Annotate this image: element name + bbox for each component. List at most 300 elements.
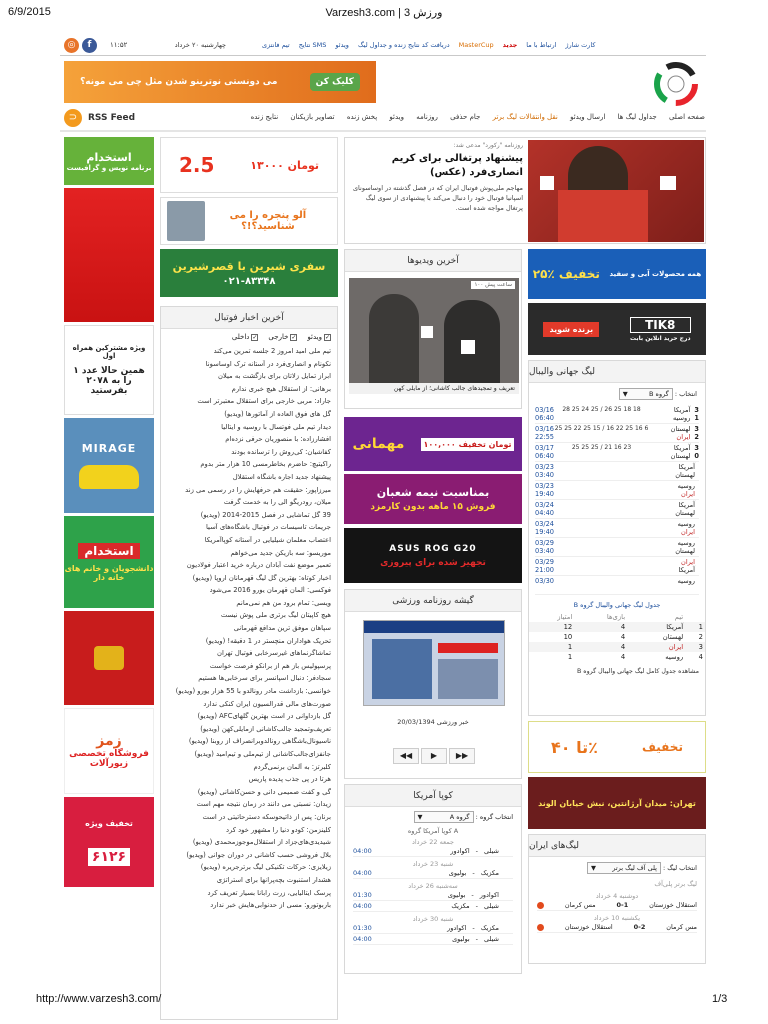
away-team bbox=[649, 585, 699, 593]
topbar-video[interactable]: ویدئو bbox=[335, 41, 349, 49]
fixture-time: 04:00 bbox=[353, 935, 372, 943]
home-team-name: آمریکا bbox=[673, 406, 691, 414]
news-item[interactable]: افشارزاده: با منصوریان حرفی نزده‌ام bbox=[225, 435, 331, 444]
topbar-contact[interactable]: ارتباط با ما bbox=[526, 41, 557, 49]
ad-forty-sub: تخفیف bbox=[641, 740, 683, 754]
news-item[interactable]: کلبرتز: به آلمان برنمی‌گردم bbox=[253, 762, 331, 771]
news-item[interactable]: باربوتورو: مسی از حدنوابی‌هایش خبر ندارد bbox=[210, 901, 331, 910]
nav-player-photos[interactable]: تصاویر بازیکنان bbox=[290, 113, 335, 121]
vs-separator: - bbox=[475, 935, 479, 943]
fixture-day: شنبه 23 خرداد bbox=[412, 860, 454, 868]
news-item[interactable]: نکونام و انصاری‌فرد در آستانه ترک اوساسونا bbox=[205, 359, 331, 368]
latest-videos-panel bbox=[344, 249, 522, 409]
news-item[interactable]: کفاشیان: کی‌روش را ترسانده بودند bbox=[231, 447, 331, 456]
iran-league-select[interactable]: پلی آف لیگ برتر ▼ bbox=[587, 862, 661, 874]
filter-domestic[interactable]: ✓داخلی bbox=[231, 333, 258, 341]
cell-rank: 3 bbox=[698, 643, 703, 651]
news-item[interactable]: پیشنهاد جدید اجاره باشگاه استقلال bbox=[232, 472, 331, 481]
fixture-row[interactable] bbox=[537, 900, 697, 911]
home-score: 3 bbox=[694, 425, 699, 433]
fixture-day: شنبه 30 خرداد bbox=[412, 915, 454, 923]
match-row[interactable] bbox=[535, 481, 699, 500]
match-time: 06:40 bbox=[535, 414, 555, 422]
site-logo[interactable] bbox=[654, 62, 698, 106]
fixture-day: یکشنبه 10 خرداد bbox=[593, 914, 641, 922]
iran-fixtures bbox=[529, 892, 705, 933]
cell-team: آمریکا bbox=[666, 623, 684, 631]
ad-package-size: 2.5 bbox=[178, 153, 215, 177]
home-team-name: استقلال خوزستان bbox=[649, 901, 697, 909]
topbar-mastercup[interactable]: MasterCup bbox=[458, 41, 494, 49]
topbar-charge[interactable]: کارت شارژ bbox=[565, 41, 596, 49]
fixture-teams bbox=[448, 891, 499, 899]
filter-video[interactable]: ✓ویدئو bbox=[307, 333, 330, 341]
away-team bbox=[649, 509, 699, 517]
print-url: http://www.varzesh3.com/ bbox=[36, 993, 162, 1005]
ad-alu-text: آلو پنجره را می شناسید؟!؟ bbox=[229, 210, 307, 232]
match-date: 03/17 bbox=[535, 444, 555, 452]
match-row[interactable] bbox=[535, 519, 699, 538]
news-filters bbox=[161, 329, 337, 345]
match-teams bbox=[649, 577, 699, 593]
featured-headline[interactable]: پیشنهاد پرتغالی برای کریم انصاری‌فرد (عکس) bbox=[391, 153, 523, 178]
cell-rank: 1 bbox=[698, 623, 703, 631]
nav-video[interactable]: ویدئو bbox=[389, 113, 404, 121]
nav-divider bbox=[60, 130, 706, 132]
away-score: 2 bbox=[694, 433, 699, 441]
ad-asus-sub: تجهیز شده برای پیروزی bbox=[380, 557, 486, 568]
chevron-down-icon: ▼ bbox=[622, 390, 628, 398]
featured-summary: مهاجم ملی‌پوش فوتبال ایران که در فصل گذشته در اوساسونای اسپانیا فوتبال خود را دنبال می‌کند با پیشنهادی از سوی لیگ پرتغال مواجه شده است. bbox=[352, 184, 523, 212]
news-item[interactable]: پرسک ایتالیایی، زرت رابانا بسیار تعریف کرد bbox=[207, 888, 331, 897]
video-age-badge: ۱۰۰ ساعت پیش bbox=[471, 281, 515, 289]
table-row bbox=[529, 652, 705, 662]
ad-mehmani[interactable] bbox=[344, 417, 522, 471]
home-team bbox=[649, 520, 699, 528]
news-item[interactable]: میلان، رودریگو الی را به خدمت گرفت bbox=[223, 498, 331, 507]
home-team bbox=[649, 444, 699, 452]
fixture-day: سه‌شنبه 26 خرداد bbox=[408, 882, 458, 890]
volleyball-group-select[interactable]: گروه B ▼ bbox=[619, 388, 673, 400]
home-team-name: مکزیک bbox=[480, 924, 499, 932]
news-item[interactable]: سجاد‌فر: دنبال اسپانسر برای سرخابی‌ها هستیم bbox=[198, 674, 331, 683]
rss-icon: ⊃ bbox=[64, 109, 82, 127]
ad-shaban-title: بمناسبت نیمه شعبان bbox=[376, 486, 490, 499]
cell-pts: 12 bbox=[563, 623, 573, 631]
checkbox-icon: ✓ bbox=[252, 333, 258, 341]
match-time: 03:40 bbox=[535, 547, 555, 555]
match-time: 22:55 bbox=[535, 433, 555, 441]
match-datetime bbox=[535, 482, 554, 498]
next-icon[interactable]: ▶▶ bbox=[449, 748, 475, 764]
ad-hiring-programmer[interactable] bbox=[64, 137, 154, 185]
home-team-name: روسیه bbox=[677, 577, 695, 585]
ad-shaban[interactable] bbox=[344, 474, 522, 524]
ad-blue-white[interactable] bbox=[528, 249, 706, 299]
ad-hiring-title: استخدام bbox=[86, 150, 132, 164]
featured-photo[interactable] bbox=[528, 140, 704, 242]
ad-qasr-phone: ۰۲۱-۸۳۳۴۸ bbox=[222, 275, 276, 287]
cell-pts: 10 bbox=[563, 633, 573, 641]
top-ad-text: می دونستی نوترینو شدن مثل چی می مونه؟ bbox=[80, 77, 278, 87]
newspaper-caption: خبر ورزشی 20/03/1394 bbox=[397, 718, 469, 726]
home-team-name: اکوادور bbox=[479, 891, 499, 899]
match-sets: 25 25 22 25 15 / 16 22 25 16 6 bbox=[554, 425, 649, 432]
volleyball-table-title: جدول لیگ جهانی والیبال گروه B bbox=[573, 601, 661, 609]
home-score: 3 bbox=[694, 444, 699, 452]
ad-internet-package[interactable] bbox=[160, 137, 338, 193]
ad-special-number: ۶۱۲۶ bbox=[88, 848, 130, 866]
news-item[interactable]: ابراز تمایل زلاتان برای بازگشت به میلان bbox=[217, 372, 331, 381]
fixture-row[interactable] bbox=[353, 868, 513, 879]
nav-send-video[interactable]: ارسال ویدئو bbox=[570, 113, 606, 121]
match-teams bbox=[649, 463, 699, 479]
cell-played: 4 bbox=[620, 623, 626, 631]
match-date: 03/23 bbox=[535, 482, 555, 490]
news-item[interactable]: جانفزای‌جالب‌کاشانی از تیم‌ملی و تیم‌امید (ویدیو) bbox=[194, 750, 331, 758]
match-datetime bbox=[535, 406, 554, 422]
fixture-day: جمعه 22 خرداد bbox=[411, 838, 454, 846]
nav-transfers[interactable]: نقل وانتقالات لیگ برتر bbox=[492, 113, 558, 121]
iran-league-select-row bbox=[529, 857, 705, 879]
fixture-teams bbox=[451, 902, 499, 910]
news-item[interactable]: زیلایزی: حرکات تکنیکی لیگ برتر‌جریره (ویدیو) bbox=[200, 863, 331, 872]
match-datetime bbox=[535, 501, 554, 517]
video-caption: تعریف و تمجیدهای جالب کاشانی؛ از مایلی کهن bbox=[349, 383, 519, 394]
nav-live-scores[interactable]: نتایج زنده bbox=[250, 113, 279, 121]
home-team-name: شیلی bbox=[484, 847, 499, 855]
topbar-code[interactable]: دریافت کد نتایج زنده و جداول لیگ bbox=[357, 41, 450, 49]
fixture-row[interactable] bbox=[353, 923, 513, 934]
vs-separator: - bbox=[475, 847, 479, 855]
away-team bbox=[649, 490, 699, 498]
cell-played: 4 bbox=[620, 633, 626, 641]
ad-special-discount[interactable] bbox=[64, 797, 154, 887]
play-icon[interactable]: ▶ bbox=[421, 748, 447, 764]
match-teams bbox=[649, 444, 699, 460]
video-thumbnail[interactable] bbox=[349, 278, 519, 394]
match-date: 03/23 bbox=[535, 463, 555, 471]
news-item[interactable]: تعریف‌وتمجید جالب‌کاشانی ازمایلی‌کهن (ویدیو) bbox=[200, 724, 331, 733]
home-team-name: روسیه bbox=[677, 520, 695, 528]
volleyball-group-label: انتخاب : bbox=[674, 390, 697, 398]
ad-tik8[interactable] bbox=[528, 303, 706, 355]
featured-story bbox=[344, 137, 706, 244]
copa-group-select-row bbox=[345, 807, 521, 827]
volleyball-header: لیگ جهانی والیبال bbox=[529, 361, 705, 383]
nav-league-tables[interactable]: جداول لیگ ها bbox=[617, 113, 657, 121]
ad-mirage-car[interactable] bbox=[64, 418, 154, 513]
copa-group-select[interactable]: گروه A ▼ bbox=[414, 811, 474, 823]
match-datetime bbox=[535, 463, 554, 479]
cell-team: روسیه bbox=[665, 653, 684, 661]
home-team-name: آمریکا bbox=[673, 444, 691, 452]
away-team-name: ایران bbox=[681, 490, 695, 498]
ad-mirage-title: MIRAGE bbox=[81, 442, 137, 455]
fixture-time: 04:00 bbox=[353, 902, 372, 910]
nav-cup[interactable]: جام حذفی bbox=[450, 113, 481, 121]
news-item[interactable]: هرتا در پی جذب پدیده پاریس bbox=[248, 775, 331, 784]
news-item[interactable]: گی و کفت صمیمی دانی و حسن‌کاشانی (ویدیو) bbox=[197, 787, 331, 796]
featured-text bbox=[351, 142, 523, 213]
match-time: 06:40 bbox=[535, 452, 555, 460]
ad-students-title: استخدام bbox=[78, 543, 139, 559]
ad-qasr-shirin[interactable] bbox=[160, 249, 338, 297]
vs-separator: - bbox=[472, 869, 475, 877]
news-item[interactable]: گل بازداوانی در است بهترین گلهایAFC (ویدیو) bbox=[197, 712, 331, 721]
match-sets: 25 25 25 / 21 16 23 bbox=[571, 444, 632, 451]
news-item[interactable]: پرسپولیس باز هم از برانکو فرصت خواست bbox=[209, 661, 331, 670]
ad-shaban-sub: فروش ۱۵ ماهه بدون کارمزد bbox=[370, 502, 496, 512]
ad-tehran-store[interactable] bbox=[528, 777, 706, 829]
table-row bbox=[529, 642, 705, 652]
fixture-row[interactable] bbox=[353, 890, 513, 901]
match-time: 19:40 bbox=[535, 528, 555, 536]
match-teams bbox=[649, 520, 699, 536]
away-team-name: لهستان bbox=[675, 509, 695, 517]
away-team-name: مس کرمان bbox=[564, 901, 596, 909]
ad-asus-rog[interactable] bbox=[344, 528, 522, 583]
away-team bbox=[649, 433, 699, 441]
ad-tik8-cta: برنده شوید bbox=[543, 322, 599, 337]
iran-league-label: انتخاب لیگ : bbox=[663, 864, 697, 872]
nav-newspaper[interactable]: روزنامه bbox=[416, 113, 438, 121]
news-item[interactable]: گل های فوق العاده از آماتورها (ویدیو) bbox=[224, 409, 331, 418]
home-team bbox=[649, 577, 699, 585]
news-item[interactable]: موریسو: سه بازیکن جدید می‌خواهم bbox=[230, 548, 331, 557]
news-item[interactable]: برهانی: از استقلال هیچ خبری ندارم bbox=[231, 384, 331, 393]
top-ad-cta: کلیک کن bbox=[310, 73, 360, 91]
match-row[interactable] bbox=[535, 424, 699, 443]
cell-team: ایران bbox=[668, 643, 684, 651]
match-score: 0-1 bbox=[616, 901, 629, 909]
home-team-name: آمریکا bbox=[678, 463, 695, 471]
cell-played: 4 bbox=[620, 653, 626, 661]
volleyball-panel bbox=[528, 360, 706, 716]
news-item[interactable]: دیدار تیم ملی فوتسال با روسیه و ایتالیا bbox=[221, 422, 331, 431]
copa-fixtures bbox=[345, 838, 521, 945]
news-item[interactable]: اخبار کوتاه: بهترین گل لیگ قهرمانان اروپا (ویدیو) bbox=[192, 573, 331, 582]
ad-hamrah-aval[interactable] bbox=[64, 325, 154, 415]
fixture-day: دوشنبه 4 خرداد bbox=[595, 892, 639, 900]
home-team-name: شیلی bbox=[484, 935, 499, 943]
vs-separator: - bbox=[475, 902, 479, 910]
away-team bbox=[649, 566, 699, 574]
latest-videos-header: آخرین ویدیوها bbox=[345, 250, 521, 272]
news-item[interactable]: هشدار استنبوت بچه‌پرانها برای استراتژی bbox=[216, 875, 331, 884]
match-teams bbox=[649, 425, 699, 441]
ad-package-price: ۱۳۰۰۰ تومان bbox=[250, 158, 320, 172]
video-icon[interactable] bbox=[537, 924, 544, 931]
rss-label: RSS Feed bbox=[88, 113, 136, 123]
main-nav bbox=[200, 113, 705, 121]
ad-tik8-logo: TIK8 bbox=[630, 317, 691, 333]
fixture-row[interactable] bbox=[353, 901, 513, 912]
news-item[interactable]: اعتصاب معلمان شیلیایی در آستانه کوپاآمریکا bbox=[204, 535, 331, 544]
match-datetime bbox=[535, 577, 554, 593]
ad-mehmani-title: مهمانی bbox=[352, 436, 405, 452]
news-item[interactable]: زیدان: نسبتی می دانند در زمان نتیجه مهم است bbox=[196, 800, 331, 809]
match-row[interactable] bbox=[535, 462, 699, 481]
new-badge: جدید bbox=[502, 41, 518, 49]
home-team-name: مکزیک bbox=[480, 869, 499, 877]
match-time: 03:40 bbox=[535, 471, 555, 479]
checkbox-icon: ✓ bbox=[324, 333, 330, 341]
match-teams bbox=[649, 482, 699, 498]
news-item[interactable]: کلینزمن: کودو دنیا را مشهور خود کرد bbox=[225, 825, 331, 834]
news-item[interactable]: جریمات تاسیسات در فوتبال باشگاه‌های آسیا bbox=[205, 523, 331, 532]
home-team-name: روسیه bbox=[677, 539, 695, 547]
newspaper-panel bbox=[344, 589, 522, 779]
ad-tehran-text: تهران: میدان آرژانتین، نبش خیابان الوند bbox=[538, 798, 696, 808]
header-date: چهارشنبه ۲۰ خرداد bbox=[174, 41, 226, 49]
away-team-name: لهستان bbox=[675, 471, 695, 479]
previous-icon[interactable]: ◀◀ bbox=[393, 748, 419, 764]
nav-home[interactable]: صفحه اصلی bbox=[668, 113, 705, 121]
football-news-header: آخرین اخبار فوتبال bbox=[161, 307, 337, 329]
newspaper-controls bbox=[393, 748, 475, 764]
ad-qasr-title: سفری شیرین با قصرشیرین bbox=[172, 259, 326, 273]
ad-alu-window[interactable] bbox=[160, 197, 338, 245]
ad-hamrah-title: ویژه مشترکین همراه اول bbox=[72, 344, 146, 360]
news-item[interactable]: هیچ کاپیتان لیگ برتری ملی پوش نیست bbox=[220, 611, 331, 620]
ad-tik8-sub: درج حرید انلاین بابت bbox=[630, 334, 691, 342]
fixture-row[interactable] bbox=[353, 934, 513, 945]
away-team-name: روسیه bbox=[672, 414, 691, 422]
football-news-panel bbox=[160, 306, 338, 1020]
news-item[interactable]: برنان: پس از ذاتیحوسکه دسترحاتیتی در است bbox=[202, 812, 331, 821]
ad-hiring-students[interactable] bbox=[64, 516, 154, 608]
newspaper-cover[interactable] bbox=[363, 620, 505, 706]
volleyball-full-table-link[interactable]: مشاهده جدول کامل لیگ جهانی والیبال گروه B bbox=[576, 668, 699, 675]
table-row bbox=[529, 632, 705, 642]
ad-red-banner[interactable] bbox=[64, 188, 154, 322]
match-row[interactable] bbox=[535, 443, 699, 462]
news-item[interactable]: شیدیدی‌های‌جزاد از استقلال‌موجوز‌محمدی (ویدیو) bbox=[192, 838, 331, 847]
news-list bbox=[161, 345, 337, 916]
match-teams bbox=[649, 406, 699, 422]
iran-leagues-header: لیگ‌های ایران bbox=[529, 835, 705, 857]
news-item[interactable]: تعمیر موضع نفت آبادان درباره خرید اعتبار فولادیون bbox=[186, 561, 331, 570]
table-row bbox=[529, 622, 705, 632]
news-item[interactable]: راکیتیچ: حاضرم بخاطرمسی 10 هزار متر بدوم bbox=[200, 460, 331, 469]
ad-forty-percent[interactable] bbox=[528, 721, 706, 773]
topbar-sms[interactable]: SMS نتایج bbox=[298, 41, 327, 49]
match-time: 19:40 bbox=[535, 490, 555, 498]
ad-zomorod-jewelry[interactable] bbox=[64, 708, 154, 794]
news-item[interactable]: تیم ملی امید امروز 2 جلسه تمرین می‌کند bbox=[213, 347, 331, 355]
match-date: 03/16 bbox=[535, 425, 555, 433]
away-team-name: اکوادور bbox=[450, 847, 470, 855]
match-teams bbox=[649, 539, 699, 555]
topbar-fantasy[interactable]: تیم فانتزی bbox=[262, 41, 290, 49]
volleyball-group-row bbox=[529, 383, 705, 405]
news-item[interactable]: تحریک هواداران منچستر در 1 دقیقه! (ویدیو) bbox=[205, 636, 331, 645]
person-photo bbox=[167, 201, 205, 241]
print-title: Varzesh3.com | ورزش 3 bbox=[325, 7, 443, 19]
away-team bbox=[649, 414, 699, 422]
news-item[interactable]: میرزاپور: حقیقت هم حرفهایش را در رسمی می زند bbox=[185, 485, 331, 494]
news-item[interactable]: فوکسی: اُلمان قهرمان یورو 2016 می‌شود bbox=[209, 586, 331, 595]
away-team-name: لهستان bbox=[675, 547, 695, 555]
away-team-name: مکزیک bbox=[451, 902, 470, 910]
print-date: 6/9/2015 bbox=[8, 6, 51, 18]
match-row[interactable] bbox=[535, 557, 699, 576]
away-score: 0 bbox=[694, 452, 699, 460]
ad-mehmani-sub: ۱۰۰,۰۰۰ تومان تخفیف bbox=[423, 439, 512, 449]
vs-separator: - bbox=[471, 891, 474, 899]
match-row[interactable] bbox=[535, 576, 699, 595]
fixture-row[interactable] bbox=[537, 922, 697, 933]
news-item[interactable]: تماشاگرنماهای غیرسرخابی فوتبال تهران bbox=[217, 649, 331, 658]
news-item[interactable]: ویسی: تمام برود من هم نمی‌مانم bbox=[236, 598, 331, 607]
news-item[interactable]: ناسیونال‌باشگاهی رونالدوبرانصراف از روبنا (ویدیو) bbox=[188, 737, 331, 746]
fixture-time: 01:30 bbox=[353, 924, 372, 932]
home-team-name: روسیه bbox=[677, 482, 695, 490]
news-item[interactable]: بلال فروشی حسب کاشانی در دوران جوانی (ویدیو) bbox=[186, 850, 331, 859]
ad-special-title: تخفیف ویژه bbox=[85, 818, 133, 828]
fixture-row[interactable] bbox=[353, 846, 513, 857]
cell-pts: 1 bbox=[567, 653, 573, 661]
news-item[interactable]: جاراد: مربی خارجی برای استقلال معتبرتر است bbox=[197, 397, 331, 406]
away-team bbox=[649, 547, 699, 555]
fixture-time: 04:00 bbox=[353, 869, 372, 877]
away-team-name: اکوادور bbox=[447, 924, 467, 932]
match-datetime bbox=[535, 539, 554, 555]
home-team-name: آمریکا bbox=[678, 501, 695, 509]
ad-treasure[interactable] bbox=[64, 611, 154, 705]
match-teams bbox=[649, 501, 699, 517]
featured-source: روزنامه "رکورد" مدعی شد: bbox=[453, 142, 523, 149]
filter-foreign[interactable]: ✓خارجی bbox=[268, 333, 297, 341]
news-item[interactable]: صورت‌های مالی قدرالسیون ایران کنکی ندارد bbox=[203, 699, 331, 708]
match-row[interactable] bbox=[535, 405, 699, 424]
ad-hiring-sub: برنامه نویس و گرافیست bbox=[66, 163, 152, 172]
fixture-time: 01:30 bbox=[353, 891, 372, 899]
rss-link[interactable] bbox=[64, 109, 135, 127]
iran-leagues-panel bbox=[528, 834, 706, 964]
match-date: 03/29 bbox=[535, 558, 555, 566]
top-banner-ad[interactable] bbox=[64, 61, 376, 103]
news-item[interactable]: 39 گل تماشایی در فصل 2015-2014 (ویدیو) bbox=[200, 510, 331, 519]
video-icon[interactable] bbox=[537, 902, 544, 909]
away-team-name: بولیوی bbox=[448, 869, 467, 877]
home-team-name: مس کرمان bbox=[666, 923, 697, 931]
volleyball-standings bbox=[529, 612, 705, 662]
away-team-name: آمریکا bbox=[678, 566, 695, 574]
match-date: 03/24 bbox=[535, 520, 555, 528]
chevron-down-icon: ▼ bbox=[590, 864, 596, 872]
away-team bbox=[649, 471, 699, 479]
fixture-teams bbox=[447, 924, 499, 932]
home-team-name: شیلی bbox=[484, 902, 499, 910]
ad-asus-title: ASUS ROG G20 bbox=[389, 543, 477, 554]
instagram-icon[interactable]: ◎ bbox=[64, 38, 79, 53]
chevron-down-icon: ▼ bbox=[417, 813, 423, 821]
news-item[interactable]: خوانسی: بازداشت مادر رونالدو با 55 هزار یورو (ویدیو) bbox=[175, 687, 331, 696]
news-item[interactable]: سپاهان موفق ترین مدافع قهرمانی bbox=[233, 624, 331, 633]
ad-bluewhite-title: ۲۵٪ تخفیف bbox=[532, 267, 600, 281]
match-row[interactable] bbox=[535, 538, 699, 557]
match-row[interactable] bbox=[535, 500, 699, 519]
copa-group-label: انتخاب گروه : bbox=[475, 813, 513, 821]
fixture-teams bbox=[449, 869, 499, 877]
away-team bbox=[649, 528, 699, 536]
nav-live[interactable]: پخش زنده bbox=[346, 113, 378, 121]
treasure-chest-image bbox=[94, 646, 124, 670]
checkbox-icon: ✓ bbox=[291, 333, 297, 341]
facebook-icon[interactable]: f bbox=[82, 38, 97, 53]
